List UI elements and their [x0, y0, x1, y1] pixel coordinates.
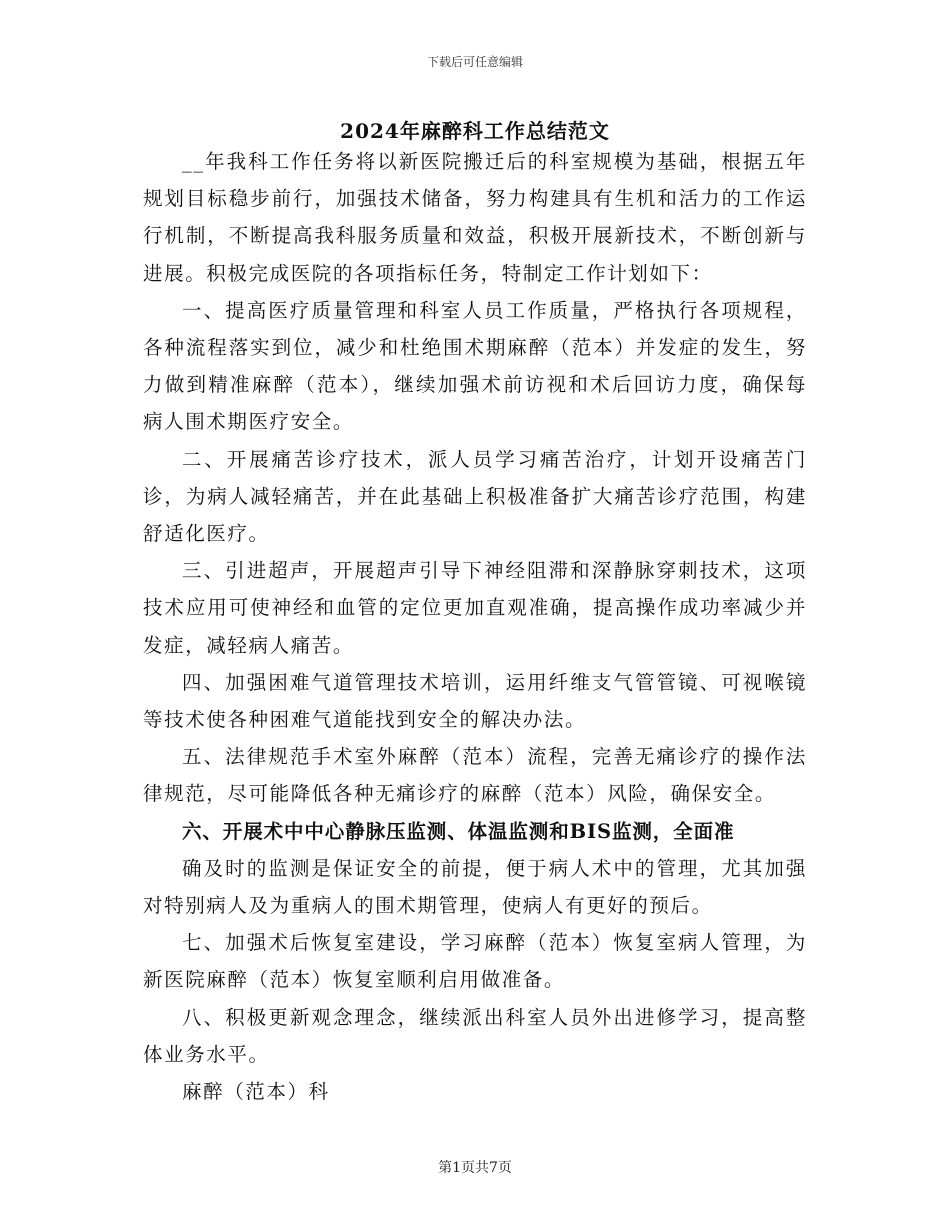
item-5-paragraph: 五、法律规范手术室外麻醉（范本）流程，完善无痛诊疗的操作法律规范，尽可能降低各种无痛诊疗的麻醉（范本）风险，确保安全。: [143, 745, 807, 806]
page-number: 第1页共7页: [438, 1160, 512, 1176]
document-title: 2024年麻醉科工作总结范文: [340, 119, 610, 143]
item-1-paragraph: 一、提高医疗质量管理和科室人员工作质量，严格执行各项规程，各种流程落实到位，减少和杜绝围术期麻醉（范本）并发症的发生，努力做到精准麻醉（范本），继续加强术前访视和术后回访力度，确保每病人围术期医疗安全。: [143, 298, 807, 434]
item-4-paragraph: 四、加强困难气道管理技术培训，运用纤维支气管管镜、可视喉镜等技术使各种困难气道能找到安全的解决办法。: [143, 670, 807, 732]
item-6-heading: 六、开展术中中心静脉压监测、体温监测和BIS监测，全面准: [182, 819, 735, 843]
page-header-note: 下载后可任意编辑: [426, 55, 523, 69]
document-body: [143, 143, 807, 1110]
item-8-paragraph: 八、积极更新观念理念，继续派出科室人员外出进修学习，提高整体业务水平。: [143, 1005, 807, 1066]
item-3-paragraph: 三、引进超声，开展超声引导下神经阻滞和深静脉穿刺技术，这项技术应用可使神经和血管的定位更加直观准确，提高操作成功率减少并发症，减轻病人痛苦。: [143, 559, 807, 657]
item-2-paragraph: 二、开展痛苦诊疗技术，派人员学习痛苦治疗，计划开设痛苦门诊，为病人减轻痛苦，并在此基础上积极准备扩大痛苦诊疗范围，构建舒适化医疗。: [143, 447, 807, 546]
item-6-paragraph: 确及时的监测是保证安全的前提，便于病人术中的管理，尤其加强对特别病人及为重病人的围术期管理，使病人有更好的预后。: [143, 856, 807, 918]
intro-paragraph: __年我科工作任务将以新医院搬迁后的科室规模为基础，根据五年规划目标稳步前行，加强技术储备，努力构建具有生机和活力的工作运行机制，不断提高我科服务质量和效益，积极开展新技术，不断创新与进展。积极完成医院的各项指标任务，特制定工作计划如下：: [143, 150, 807, 285]
item-7-paragraph: 七、加强术后恢复室建设，学习麻醉（范本）恢复室病人管理，为新医院麻醉（范本）恢复室顺利启用做准备。: [143, 931, 807, 992]
signature-department: 麻醉（范本）科: [182, 1080, 330, 1104]
